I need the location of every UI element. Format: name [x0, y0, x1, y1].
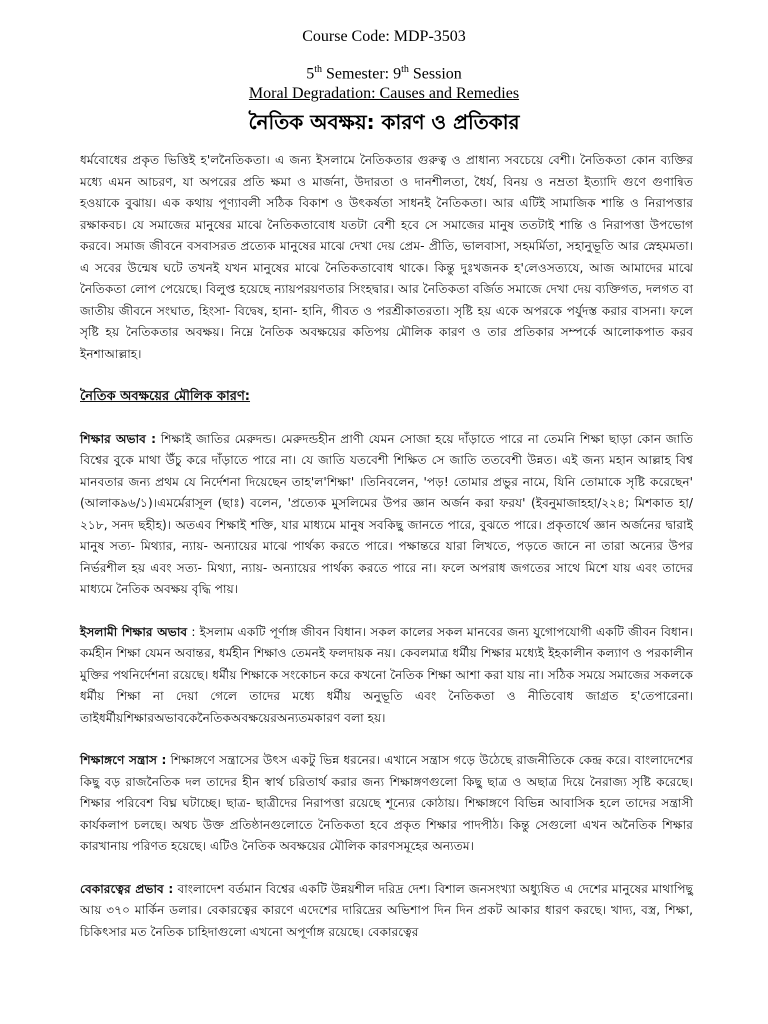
topic-bangla: নৈতিক অবক্ষয়: কারণ ও প্রতিকার — [248, 110, 520, 134]
course-code: Course Code: MDP-3503 — [302, 28, 466, 45]
topic-english: Moral Degradation: Causes and Remedies — [248, 85, 520, 102]
semester-number: 5 — [306, 65, 315, 83]
cause-text: শিক্ষাঙ্গণে সন্ত্রাসের উৎস একটু ভিন্ন ধরনের। এখানে সন্ত্রাস গড়ে উঠেছে রাজনীতিকে কেন্দ্র করে। বাংলাদেশের কিছু বড় রাজনৈতিক দল তাদের হীন স্বার্থ চরিতার্থ করার জন্য শিক্ষাঙ্গণগুলো কিছু ছাত্র ও অছাত্র দিয়ে নৈরাজ্য সৃষ্টি করেছে। শিক্ষার পরিবেশ বিঘ্ন ঘটাচ্ছে। ছাত্র- ছাত্রীদের নিরাপত্তা রয়েছে শূন্যের কোঠায়। শিক্ষাঙ্গণে বিভিন্ন আবাসিক হলে তাদের সন্ত্রাসী কার্যকলাপ চলছে। অথচ উক্ত প্রতিষ্ঠানগুলোতে নৈতিকতা হবে প্রকৃত শিক্ষার পাদপীঠ। কিন্তু সেগুলো এখন অনৈতিক শিক্ষার কারখানায় পরিণত হয়েছে। এটিও নৈতিক অবক্ষয়ের মৌলিক কারণসমূহের অন্যতম। — [80, 753, 693, 853]
semester-suffix: th — [314, 64, 322, 75]
cause-text: শিক্ষাই জাতির মেরুদন্ড। মেরুদন্ডহীন প্রাণী যেমন সোজা হয়ে দাঁড়াতে পারে না তেমনি শিক্ষা ছাড়া কোন জাতি বিশ্বের বুকে মাথা উঁচু করে দাঁড়াতে পারে না। যে জাতি যতবেশী শিক্ষিত সে জাতি ততবেশী উন্নত। এই জন্য মহান আল্লাহ বিশ্ব মানবতার জন্য প্রথম যে নির্দেশনা দিয়েছেন তাহ'ল'শিক্ষা' ।তিনিবলেন, 'পড়! তোমার প্রভুর নামে, যিনি তোমাকে সৃষ্টি করেছেন' (আলাক৯৬/১)।এমর্মেরাসূল (ছাঃ) বলেন, 'প্রত্যেক মুসলিমের উপর জ্ঞান অর্জন করা ফরয' (ইবনুমাজাহহা/২২৪; মিশকাত হা/২১৮, সনদ ছহীহ)। অতএব শিক্ষাই শক্তি, যার মাধ্যমে মানুষ সবকিছু জানতে পারে, বুঝতে পারে। প্রকৃতার্থে জ্ঞান অর্জনের দ্বারাই মানুষ সত্য- মিথ্যার, ন্যায়- অন্যায়ের মাঝে পার্থক্য করতে পারে। পক্ষান্তরে যারা লিখতে, পড়তে জানে না তারা অন্যের উপর নির্ভরশীল হয় এবং সত্য- মিথ্যা, ন্যায়- অন্যায়ের পার্থক্য করতে পারে না। ফলে অপরাধ জগতের সাথে মিশে যায় এবং তাদের মাধ্যমে নৈতিক অবক্ষয় বৃদ্ধি পায়। — [80, 431, 693, 596]
semester-session-line — [0, 64, 768, 83]
cause-text: : ইসলাম একটি পূর্ণাঙ্গ জীবন বিধান। সকল কালের সকল মানবের জন্য যুগোপযোগী একটি জীবন বিধান। কর্মহীন শিক্ষা যেমন অবান্তর, ধর্মহীন শিক্ষাও তেমনই ফলদায়ক নয়। কেবলমাত্র ধর্মীয় শিক্ষার মধ্যেই ইহকালীন কল্যাণ ও পরকালীন মুক্তির পথনির্দেশনা রয়েছে। ধর্মীয় শিক্ষাকে সংকোচন করে কখনো নৈতিক শিক্ষা আশা করা যায় না। সঠিক সময়ে সমাজের সকলকে ধর্মীয় শিক্ষা না দেয়া গেলে তাদের মধ্যে ধর্মীয় অনুভূতি এবং নৈতিকতা ও নীতিবোধ জাগ্রত হ'তেপারেনা।তাইধর্মীয়শিক্ষারঅভাবকেনৈতিকঅবক্ষয়েরঅন্যতমকারণ বলা হয়। — [80, 624, 693, 725]
session-suffix: th — [401, 64, 409, 75]
cause-lead: ইসলামী শিক্ষার অভাব — [80, 624, 188, 639]
cause-lead: শিক্ষার অভাব : — [80, 431, 157, 446]
cause-paragraph-campus-terror — [80, 750, 693, 858]
document-body — [80, 150, 693, 943]
cause-lead: বেকারত্বের প্রভাব : — [80, 881, 174, 896]
session-label: Session — [408, 65, 462, 83]
session-number: 9 — [393, 65, 402, 83]
cause-text: বাংলাদেশ বর্তমান বিশ্বের একটি উন্নয়শীল দরিদ্র দেশ। বিশাল জনসংখ্যা অধ্যুষিত এ দেশের মানুষের মাথাপিছু আয় ৩৭০ মার্কিন ডলার। বেকারত্বের কারণে এদেশের দারিদ্রের অভিশাপ দিন দিন প্রকট আকার ধারণ করছে। খাদ্য, বস্ত্র, শিক্ষা, চিকিৎসার মত নৈতিক চাহিদাগুলো এখনো অপূর্ণাঙ্গ রয়েছে। বেকারত্বের — [80, 881, 693, 939]
cause-paragraph-education — [80, 429, 693, 601]
section-title: নৈতিক অবক্ষয়ের মৌলিক কারণ: — [80, 389, 251, 404]
cause-paragraph-islamic-education — [80, 622, 693, 730]
semester-label: Semester: — [322, 65, 394, 83]
cause-paragraph-unemployment — [80, 879, 693, 944]
intro-paragraph: ধর্মবোধের প্রকৃত ভিত্তিই হ'লনৈতিকতা। এ জন্য ইসলামে নৈতিকতার গুরুত্ব ও প্রাধান্য সবচেয়ে বেশী। নৈতিকতা কোন ব্যক্তির মধ্যে এমন আচরণ, যা অপরের প্রতি ক্ষমা ও মার্জনা, উদারতা ও দানশীলতা, ধৈর্য, বিনয় ও নম্রতা ইত্যাদি গুণে গুণান্বিত হওয়াকে বুঝায়। এক কথায় পূণ্যাবলী সঠিক বিকাশ ও উৎকর্ষতা সাধনই নৈতিকতা। আর এটিই সামাজিক শান্তি ও নিরাপত্তার রক্ষাকবচ। যে সমাজের মানুষের মাঝে নৈতিকতাবোধ যতটা বেশী হবে সে সমাজের মানুষ ততটাই শান্তি ও নিরাপত্তা উপভোগ করবে। সমাজ জীবনে বসবাসরত প্রত্যেক মানুষের মাঝে দেখা দেয় প্রেম- প্রীতি, ভালবাসা, সহমর্মিতা, সহানুভূতি আর স্নেহমমতা। এ সবের উন্মেষ ঘটে তখনই যখন মানুষের মাঝে নৈতিকতাবোধ থাকে। কিন্তু দুঃখজনক হ'লেওসত্যযে, আজ আমাদের মাঝে নৈতিকতা লোপ পেয়েছে। বিলুপ্ত হয়েছে ন্যায়পরয়ণতার সিংহদ্বার। আর নৈতিকতা বর্জিত সমাজে দেখা দেয় ব্যক্তিগত, দলগত বা জাতীয় জীবনে সংঘাত, হিংসা- বিদ্বেষ, হানা- হানি, গীবত ও পরশ্রীকাতরতা। সৃষ্টি হয় একে অপরকে পর্যুদস্ত করার বাসনা। ফলে সৃষ্টি হয় নৈতিকতার অবক্ষয়। নিম্নে নৈতিক অবক্ষয়ের কতিপয় মৌলিক কারণ ও তার প্রতিকার সম্পর্কে আলোকপাত করব ইনশাআল্লাহ। — [80, 153, 693, 361]
cause-lead: শিক্ষাঙ্গণে সন্ত্রাস : — [80, 753, 167, 767]
topic-english-line — [0, 85, 768, 103]
